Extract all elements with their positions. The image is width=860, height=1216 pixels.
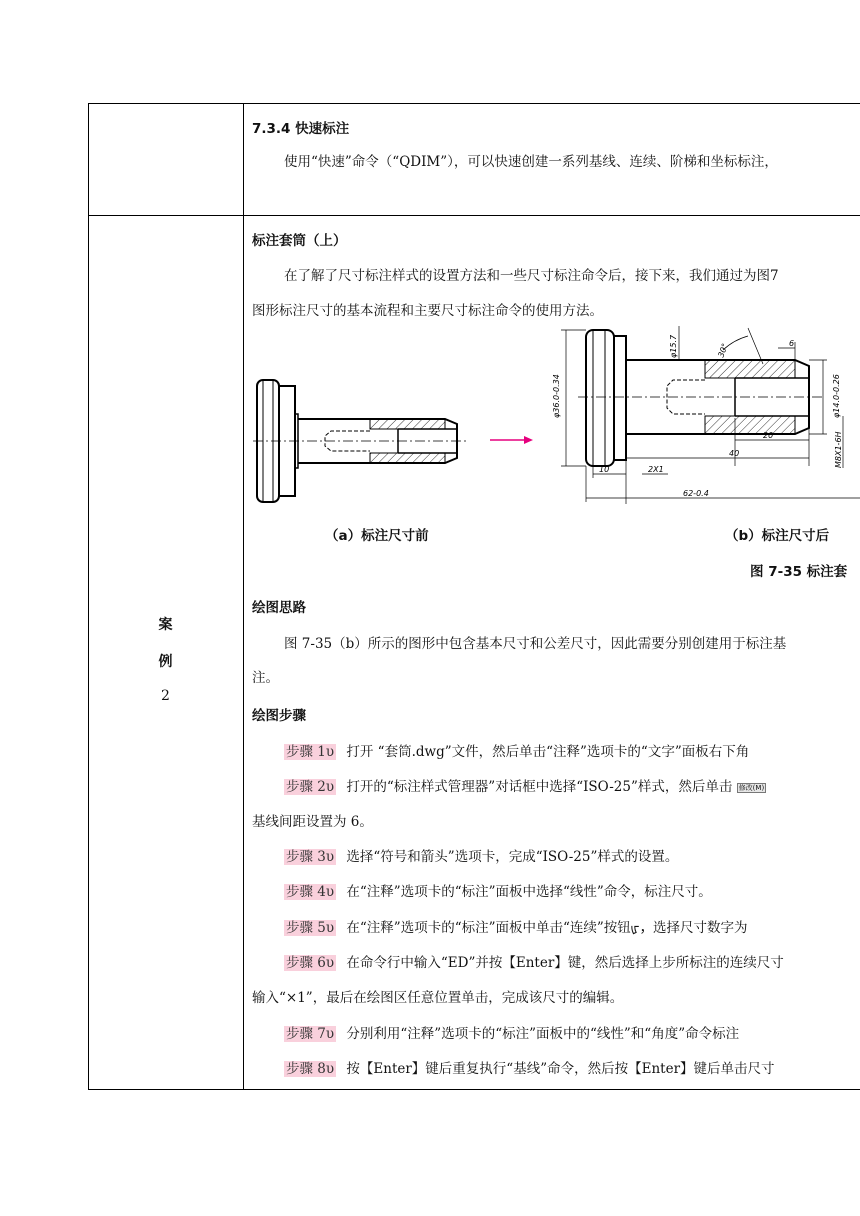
step-label: 步骤 7υ <box>286 1026 335 1042</box>
dim-d1: φ15.7 <box>669 334 678 358</box>
step-2-cont: 基线间距设置为 6。 <box>252 814 373 830</box>
transform-arrow <box>490 436 533 444</box>
step-label: 步骤 3υ <box>286 849 335 865</box>
dimension-lines <box>561 326 860 504</box>
step-label: 步骤 5υ <box>286 920 335 936</box>
section-heading: 7.3.4 快速标注 <box>252 121 350 137</box>
table-top-border <box>88 103 860 104</box>
step-label: 步骤 4υ <box>286 884 335 900</box>
dim-d6: 20 <box>763 431 774 440</box>
idea-line2: 注。 <box>252 670 279 686</box>
dim-d4: φ36.0-0.34 <box>552 374 561 418</box>
case-para-line2: 图形标注尺寸的基本流程和主要尺寸标注命令的使用方法。 <box>252 303 603 319</box>
step-label: 步骤 1υ <box>286 744 335 760</box>
caption-a: （a）标注尺寸前 <box>325 528 429 544</box>
dim-d10: 2X1 <box>648 465 664 474</box>
step-2 <box>284 779 766 796</box>
case-label-3: 2 <box>161 688 170 704</box>
case-label-1: 案 <box>158 617 173 633</box>
dim-d7: M8X1-6H <box>834 431 843 468</box>
part-drawing-after <box>578 330 823 466</box>
table-left-border <box>88 103 89 1090</box>
case-label-2: 例 <box>158 654 173 670</box>
step-text: 在“注释”选项卡的“标注”面板中单击“连续”按钮ᡁ，选择尺寸数字为 <box>346 920 748 936</box>
step-8 <box>284 1061 775 1077</box>
step-1 <box>284 744 749 760</box>
step-text: 在命令行中输入“ED”并按【Enter】键，然后选择上步所标注的连续尺寸 <box>346 955 784 971</box>
idea-heading: 绘图思路 <box>252 600 306 616</box>
step-text: 打开的“标注样式管理器”对话框中选择“ISO-25”样式，然后单击 <box>346 779 733 795</box>
step-4 <box>284 884 712 900</box>
section-intro: 使用“快速”命令（“QDIM”），可以快速创建一系列基线、连续、阶梯和坐标标注， <box>284 154 778 170</box>
step-label: 步骤 2υ <box>286 779 335 795</box>
step-text: 选择“符号和箭头”选项卡，完成“ISO-25”样式的设置。 <box>346 849 679 865</box>
table-bottom-border <box>88 1089 860 1090</box>
dim-d5: φ14.0-0.26 <box>832 374 841 418</box>
step-text: 在“注释”选项卡的“标注”面板中选择“线性”命令，标注尺寸。 <box>346 884 712 900</box>
step-3 <box>284 849 678 865</box>
table-column-divider <box>243 103 244 1090</box>
part-drawing-before <box>253 380 468 502</box>
steps-heading: 绘图步骤 <box>252 708 306 724</box>
step-6-cont: 输入“×1”，最后在绘图区任意位置单击，完成该尺寸的编辑。 <box>252 990 624 1006</box>
caption-b: （b）标注尺寸后 <box>725 528 830 544</box>
dim-d2: 30° <box>716 342 730 359</box>
case-title: 标注套筒（上） <box>252 233 347 249</box>
step-text: 按【Enter】键后重复执行“基线”命令，然后按【Enter】键后单击尺寸 <box>346 1061 775 1077</box>
step-text: 分别利用“注释”选项卡的“标注”面板中的“线性”和“角度”命令标注 <box>346 1026 740 1042</box>
figure-drawing <box>243 318 860 518</box>
step-text: 打开 “套筒.dwg”文件，然后单击“注释”选项卡的“文字”面板右下角 <box>346 744 750 760</box>
step-7 <box>284 1026 739 1042</box>
step-label: 步骤 6υ <box>286 955 335 971</box>
modify-button: 修改(M) <box>738 783 765 792</box>
table-row-divider <box>88 215 860 216</box>
idea-line1: 图 7-35（b）所示的图形中包含基本尺寸和公差尺寸，因此需要分别创建用于标注基 <box>284 636 787 652</box>
step-6 <box>284 955 784 971</box>
step-5 <box>284 920 747 936</box>
figure-title: 图 7-35 标注套 <box>750 564 848 580</box>
dim-d9: 10 <box>599 465 610 474</box>
step-label: 步骤 8υ <box>286 1061 335 1077</box>
dim-d3: 6 <box>789 339 795 348</box>
case-para-line1: 在了解了尺寸标注样式的设置方法和一些尺寸标注命令后，接下来，我们通过为图7 <box>284 268 779 284</box>
dim-d11: 62-0.4 <box>683 489 709 498</box>
dim-d8: 40 <box>729 449 740 458</box>
